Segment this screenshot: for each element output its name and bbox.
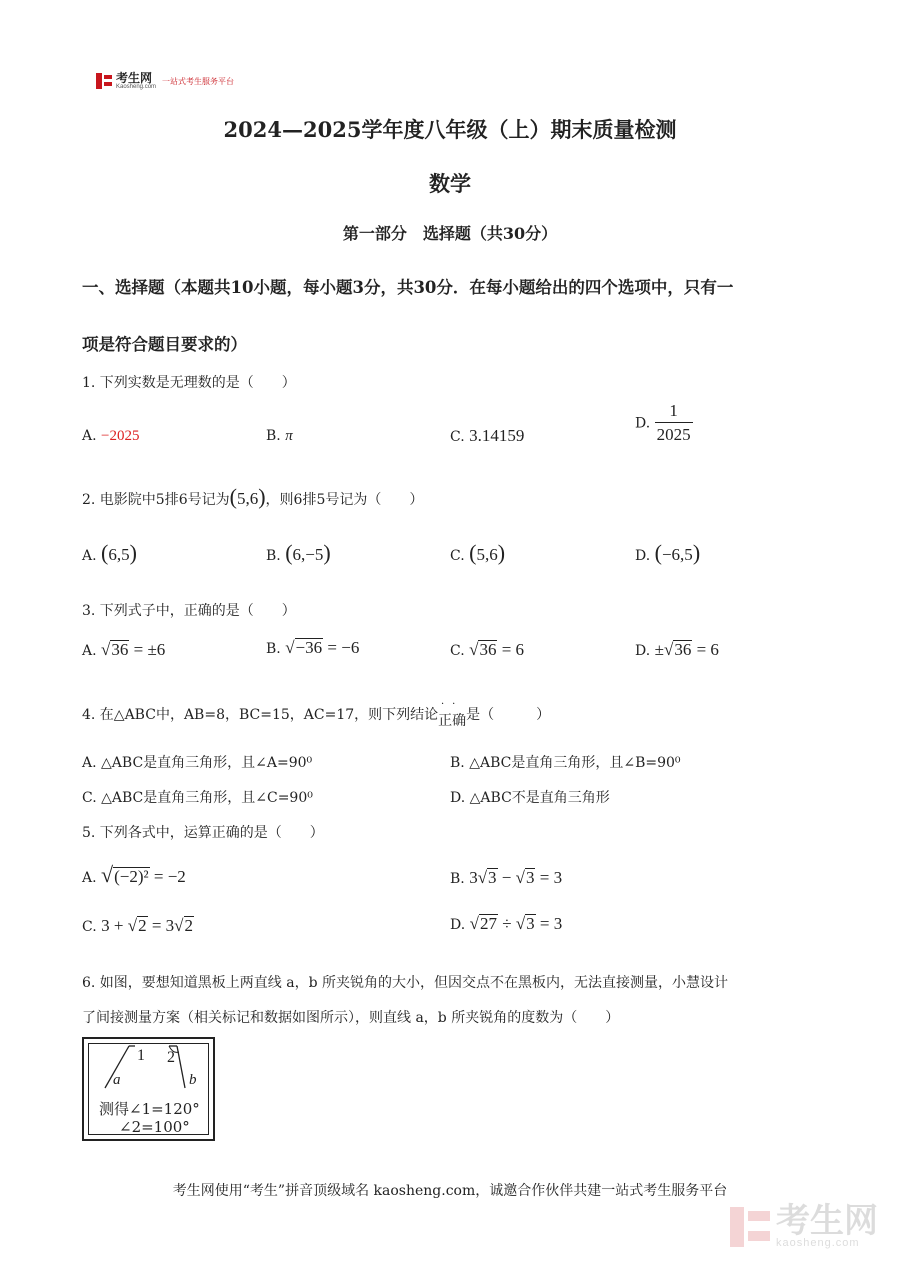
q3-d-rest: = 6 (692, 640, 719, 659)
q5-a-sqrt: √(−2)² (101, 862, 149, 887)
watermark-logo (730, 1204, 878, 1249)
q4-b-label: B. (450, 755, 465, 771)
q1-d-fraction (655, 400, 693, 447)
q5-d-sqrt1: √27 (469, 914, 497, 933)
q4-option-a[interactable] (82, 752, 312, 772)
q5-c-mid: = 3 (147, 916, 175, 935)
q3-option-d[interactable] (635, 640, 719, 660)
q1-b-label: B. (266, 428, 281, 444)
q5-d-rest: = 3 (535, 914, 563, 933)
q3-b-label: B. (266, 641, 281, 657)
q5-b-label: B. (450, 871, 465, 887)
q5-c-label: C. (82, 919, 97, 935)
logo-name: 考生网 (116, 71, 153, 85)
q3-option-b[interactable] (266, 638, 359, 658)
q3-a-label: A. (82, 643, 97, 659)
q5-option-a[interactable] (82, 862, 186, 888)
q5-d-radicand2: 3 (526, 914, 535, 933)
q5-d-mid: ÷ (497, 914, 516, 933)
q1-a-label: A. (82, 428, 97, 444)
q4-option-c[interactable] (82, 787, 313, 807)
q3-a-sqrt: √36 (101, 640, 129, 659)
page-title: 2024—2025学年度八年级（上）期末质量检测 (223, 117, 677, 142)
q5-a-label: A. (82, 870, 97, 886)
q2-option-d[interactable]: D. (−6,5) (635, 540, 701, 565)
logo-icon (96, 73, 112, 89)
q4-c-text: △ABC是直角三角形，且∠C=90⁰ (101, 790, 313, 806)
q3-d-label: D. (635, 643, 651, 659)
q5-option-d[interactable] (450, 914, 562, 934)
q3-b-sqrt: √−36 (285, 638, 323, 657)
q5-b-rest: = 3 (535, 868, 563, 887)
q3-a-rest: = ±6 (129, 640, 166, 659)
q2-c-label: C. (450, 548, 465, 564)
q3-c-sqrt: √36 (469, 640, 497, 659)
q4-a-text: △ABC是直角三角形，且∠A=90⁰ (101, 755, 313, 771)
watermark-text (776, 1204, 878, 1249)
q4-a-label: A. (82, 755, 97, 771)
q5-b-sqrt1: √3 (477, 868, 497, 887)
q3-b-rest: = −6 (323, 638, 360, 657)
q4-d-text: △ABC不是直角三角形 (469, 790, 610, 806)
q4-emphasis: ·· 正确 (438, 699, 467, 729)
q2-a-value: 6,5 (108, 545, 130, 564)
question-3-stem: 3. 下列式子中，正确的是（ ） (82, 603, 296, 619)
q1-b-value: π (285, 428, 293, 444)
q5-b-radicand2: 3 (525, 868, 535, 887)
section-heading-line2: 项是符合题目要求的） (82, 335, 247, 354)
q4-stem-post: 是（ ） (466, 707, 551, 723)
q6-fig-measure-2: ∠2=100° (119, 1118, 190, 1136)
question-5-stem: 5. 下列各式中，运算正确的是（ ） (82, 825, 324, 841)
q1-d-numerator: 1 (669, 401, 678, 420)
q5-b-sqrt2: √3 (515, 868, 535, 887)
q2-option-c[interactable]: C. (5,6) (450, 540, 506, 565)
q4-d-label: D. (450, 790, 466, 806)
page-footer: 考生网使用“考生”拼音顶级域名 kaosheng.com，诚邀合作伙伴共建一站式考生服务平台 (172, 1183, 728, 1199)
q3-c-rest: = 6 (497, 640, 525, 659)
q4-option-d[interactable] (450, 787, 610, 807)
q3-d-radicand: 36 (674, 640, 692, 659)
q1-option-a[interactable] (82, 428, 139, 445)
question-1-stem: 1. 下列实数是无理数的是（ ） (82, 375, 296, 391)
q6-figure (82, 1037, 215, 1141)
q5-c-sqrt2: √2 (174, 916, 193, 935)
q3-option-c[interactable] (450, 640, 524, 660)
q3-d-prefix: ± (654, 640, 664, 659)
q6-fig-label-2: 2 (167, 1049, 175, 1066)
q5-b-prefix: 3 (469, 868, 478, 887)
q2-stem-pre: 2. 电影院中5排6号记为 (82, 492, 230, 508)
q1-a-value: −2025 (101, 428, 140, 444)
question-2-stem: 2. 电影院中5排6号记为(5,6)，则6排5号记为（ ） (82, 484, 424, 509)
q2-d-label: D. (635, 548, 651, 564)
q5-option-b[interactable] (450, 868, 562, 888)
q1-option-d[interactable] (635, 400, 693, 447)
q5-a-rest: = −2 (149, 867, 186, 886)
logo-domain: Kaosheng.com (116, 84, 157, 90)
q5-b-mid: − (497, 868, 516, 887)
watermark-domain: kaosheng.com (776, 1237, 860, 1249)
q6-fig-label-b: b (189, 1072, 197, 1088)
question-6-line1: 6. 如图，要想知道黑板上两直线 a，b 所夹锐角的大小，但因交点不在黑板内，无法直接测量，小慧设计 (82, 975, 729, 991)
q1-option-b[interactable] (266, 428, 293, 445)
q2-stem-coord: 5,6 (236, 489, 259, 508)
q1-d-denominator: 2025 (655, 422, 693, 447)
q5-d-label: D. (450, 917, 466, 933)
q2-d-value: −6,5 (661, 545, 693, 564)
q5-b-radicand1: 3 (488, 868, 497, 887)
q1-c-value: 3.14159 (469, 426, 525, 445)
part-heading: 第一部分 选择题（共30分） (342, 224, 558, 243)
q6-figure-inner-border (88, 1043, 209, 1135)
q5-c-radicand1: 2 (138, 916, 147, 935)
q4-emphasis-text: 正确 (438, 713, 467, 729)
q2-option-b[interactable]: B. (6,−5) (266, 540, 331, 565)
q2-stem-post: ，则6排5号记为（ ） (265, 492, 424, 508)
question-4-stem (82, 699, 551, 729)
q5-c-radicand2: 2 (184, 916, 193, 935)
q4-option-b[interactable] (450, 752, 681, 772)
q4-c-label: C. (82, 790, 97, 806)
q5-c-sqrt1: √2 (127, 916, 147, 935)
q2-b-value: 6,−5 (292, 545, 324, 564)
q3-option-a[interactable] (82, 640, 165, 660)
q3-d-sqrt: √36 (663, 640, 692, 659)
q6-fig-label-1: 1 (137, 1047, 145, 1064)
q1-option-c[interactable] (450, 426, 524, 446)
watermark-icon (730, 1207, 770, 1247)
q6-fig-label-a: a (113, 1072, 121, 1088)
watermark-name: 考生网 (776, 1202, 878, 1240)
q2-c-value: 5,6 (476, 545, 498, 564)
q3-a-radicand: 36 (111, 640, 129, 659)
q3-b-radicand: −36 (295, 638, 323, 657)
q6-fig-measure-1: 测得∠1=120° (99, 1100, 200, 1118)
q1-c-label: C. (450, 429, 465, 445)
q5-a-radicand: (−2)² (114, 867, 149, 886)
section-heading-line1: 一、选择题（本题共10小题，每小题3分，共30分．在每小题给出的四个选项中，只有一 (82, 278, 734, 297)
q5-d-sqrt2: √3 (515, 914, 535, 933)
q3-c-label: C. (450, 643, 465, 659)
q2-a-label: A. (82, 548, 97, 564)
q2-b-label: B. (266, 548, 281, 564)
q5-d-radicand1: 27 (479, 914, 497, 933)
logo-text (116, 72, 156, 90)
header-logo (96, 72, 234, 90)
subject-title: 数学 (429, 171, 471, 196)
q3-c-radicand: 36 (479, 640, 497, 659)
q4-b-text: △ABC是直角三角形，且∠B=90⁰ (469, 755, 681, 771)
logo-slogan: 一站式考生服务平台 (162, 76, 235, 86)
q5-option-c[interactable] (82, 916, 194, 936)
q1-d-label: D. (635, 415, 651, 432)
q2-option-a[interactable]: A. (6,5) (82, 540, 137, 565)
question-6-line2: 了间接测量方案（相关标记和数据如图所示），则直线 a，b 所夹锐角的度数为（ ） (82, 1010, 620, 1026)
q4-stem-pre: 4. 在△ABC中，AB=8，BC=15，AC=17，则下列结论 (82, 707, 439, 723)
q5-c-prefix: 3 + (101, 916, 128, 935)
